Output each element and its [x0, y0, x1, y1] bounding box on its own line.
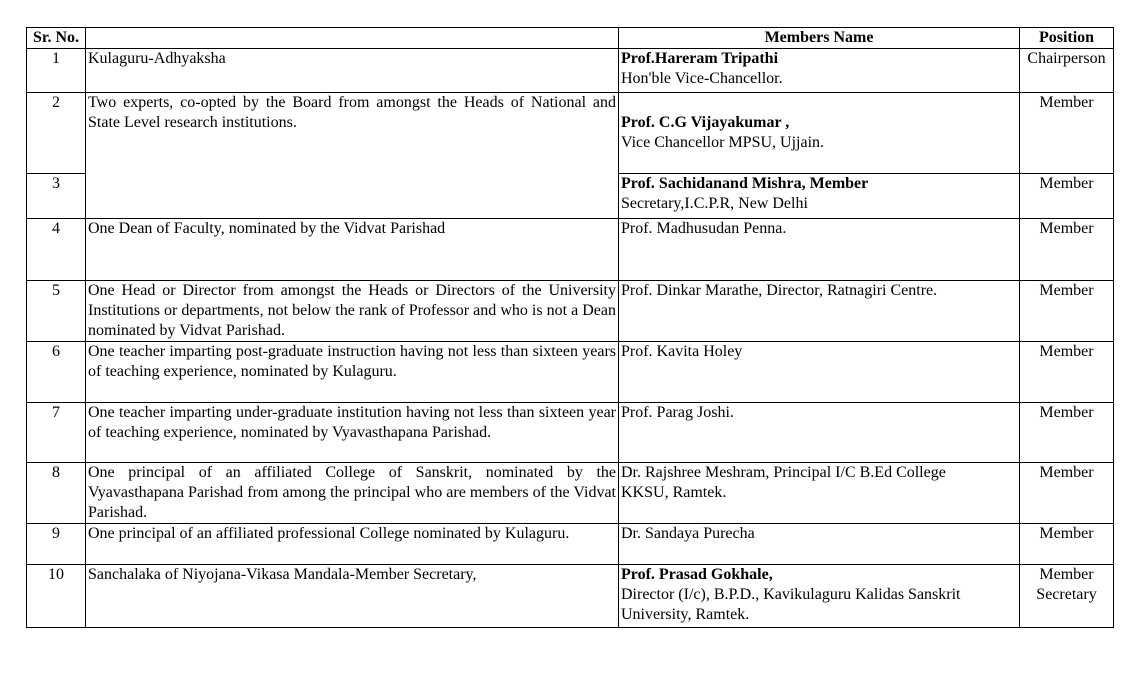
member-designation: Vice Chancellor MPSU, Ujjain.: [621, 134, 825, 151]
member-name: [619, 49, 1020, 93]
position: Member: [1020, 174, 1114, 219]
header-sr-no: Sr. No.: [27, 28, 86, 49]
member-name: [619, 463, 1020, 524]
sr-no: 6: [27, 342, 86, 403]
member-name-bold: Prof. Prasad Gokhale,: [621, 566, 773, 583]
table-row: [27, 463, 1114, 524]
position: Member: [1020, 342, 1114, 403]
position: [1020, 565, 1114, 628]
sr-no: 3: [27, 174, 86, 219]
table-header-row: [27, 28, 1114, 49]
member-designation: Hon'ble Vice-Chancellor.: [621, 70, 783, 87]
table-row: [27, 403, 1114, 463]
header-members-name: Members Name: [619, 28, 1020, 49]
header-description: [86, 28, 619, 49]
table-row: [27, 219, 1114, 281]
position: Member: [1020, 524, 1114, 565]
description: One teacher imparting under-graduate institution having not less than sixteen year of teaching experience, nominated by Vyavasthapana Parishad.: [86, 403, 619, 463]
position: Chairperson: [1020, 49, 1114, 93]
position: Member: [1020, 219, 1114, 281]
sr-no: 9: [27, 524, 86, 565]
description: Kulaguru-Adhyaksha: [86, 49, 619, 93]
position: Member: [1020, 281, 1114, 342]
member-name: Prof. Dinkar Marathe, Director, Ratnagiri Centre.: [619, 281, 1020, 342]
position-line: Member: [1039, 566, 1094, 583]
table-row: [27, 524, 1114, 565]
position: Member: [1020, 403, 1114, 463]
member-name: Prof. Kavita Holey: [619, 342, 1020, 403]
description: Sanchalaka of Niyojana-Vikasa Mandala-Member Secretary,: [86, 565, 619, 628]
member-name-bold: Prof. Sachidanand Mishra, Member: [621, 175, 869, 192]
members-table: [26, 27, 1114, 628]
sr-no: 8: [27, 463, 86, 524]
sr-no: 1: [27, 49, 86, 93]
member-name: Dr. Sandaya Purecha: [619, 524, 1020, 565]
member-name-bold: Prof. C.G Vijayakumar ,: [621, 114, 790, 131]
table-row: [27, 342, 1114, 403]
sr-no: 10: [27, 565, 86, 628]
description: One teacher imparting post-graduate instruction having not less than sixteen years of teaching experience, nominated by Kulaguru.: [86, 342, 619, 403]
member-name-bold: Prof.Hareram Tripathi: [621, 50, 779, 67]
member-name-line: Dr. Rajshree Meshram, Principal I/C B.Ed College: [621, 464, 946, 481]
member-name: Prof. Parag Joshi.: [619, 403, 1020, 463]
member-designation: Secretary,I.C.P.R, New Delhi: [621, 195, 808, 212]
member-designation: Director (I/c), B.P.D., Kavikulaguru Kalidas Sanskrit University, Ramtek.: [621, 586, 961, 623]
sr-no: 5: [27, 281, 86, 342]
member-name: Prof. Madhusudan Penna.: [619, 219, 1020, 281]
sr-no: 7: [27, 403, 86, 463]
member-name: [619, 174, 1020, 219]
header-position: Position: [1020, 28, 1114, 49]
table-row: [27, 281, 1114, 342]
sr-no: 2: [27, 93, 86, 174]
description: One Head or Director from amongst the Heads or Directors of the University Institutions or departments, not below the rank of Professor and who is not a Dean nominated by Vidvat Parishad.: [86, 281, 619, 342]
description: One principal of an affiliated professional College nominated by Kulaguru.: [86, 524, 619, 565]
position-line: Secretary: [1036, 586, 1097, 603]
sr-no: 4: [27, 219, 86, 281]
description: One Dean of Faculty, nominated by the Vidvat Parishad: [86, 219, 619, 281]
member-name: [619, 565, 1020, 628]
position: Member: [1020, 463, 1114, 524]
position: Member: [1020, 93, 1114, 174]
table-row: [27, 93, 1114, 174]
member-name: [619, 93, 1020, 174]
table-row: [27, 49, 1114, 93]
member-name-line: KKSU, Ramtek.: [621, 484, 727, 501]
table-row: [27, 565, 1114, 628]
description: Two experts, co-opted by the Board from amongst the Heads of National and State Level research institutions.: [86, 93, 619, 219]
description: One principal of an affiliated College of Sanskrit, nominated by the Vyavasthapana Parishad from among the principal who are members of the Vidvat Parishad.: [86, 463, 619, 524]
